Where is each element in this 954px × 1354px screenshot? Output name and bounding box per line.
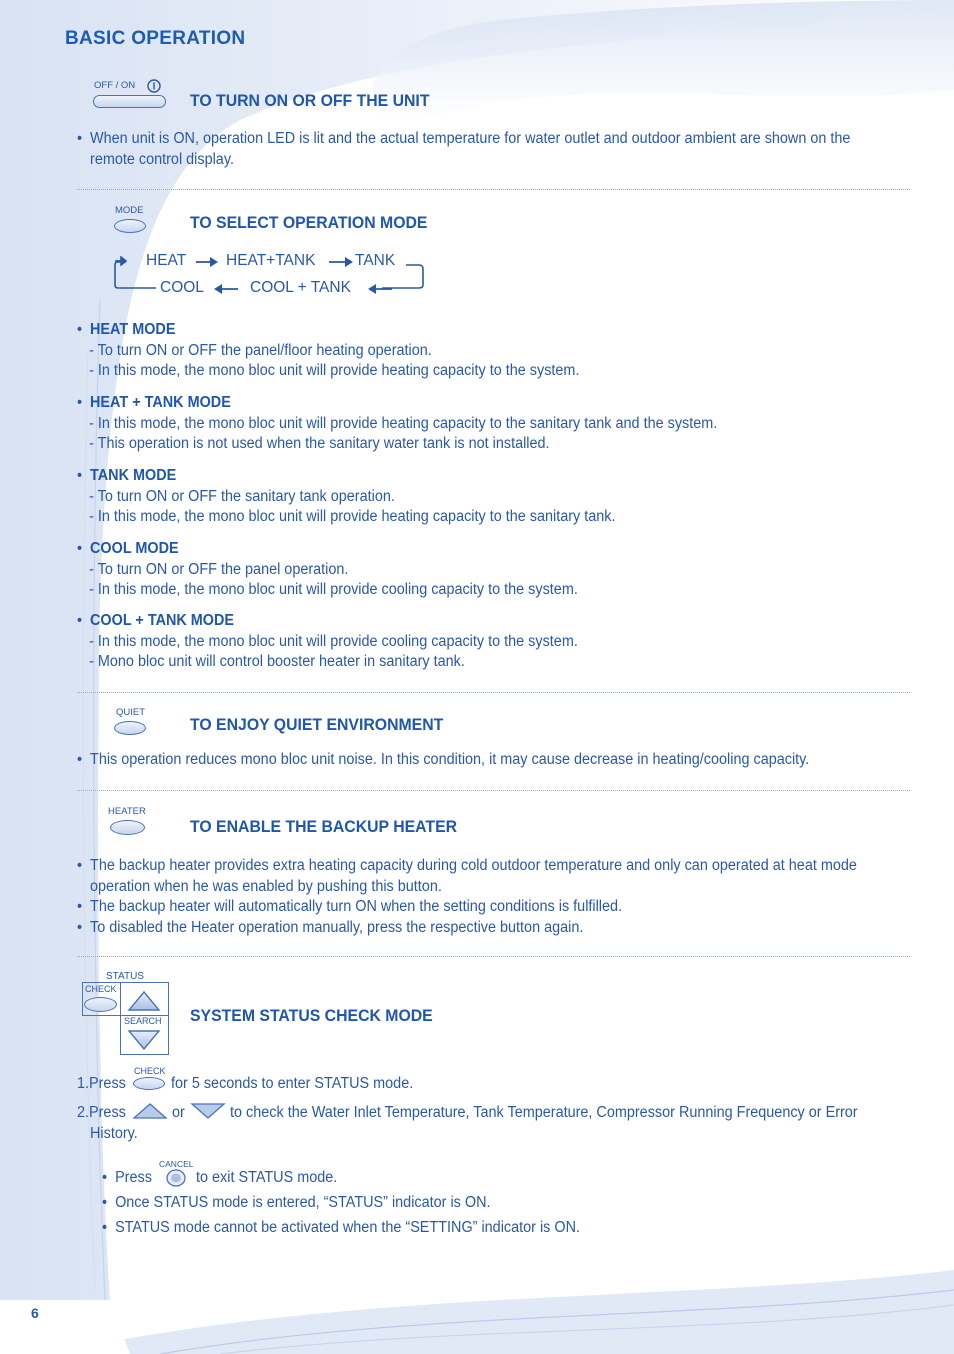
mode-cool-tank-line-2: - Mono bloc unit will control booster heater in sanitary tank.: [89, 653, 465, 670]
status-note1-suffix: to exit STATUS mode.: [196, 1169, 338, 1186]
triangle-down-icon[interactable]: [127, 1029, 161, 1051]
heater-bullets: • The backup heater provides extra heating capacity during cold outdoor temperature and only can operated at heat mode operation when he was enabled by pushing this button. • The backup heater will automatically turn ON when the setting conditions is fulfilled. • To disabled the Heater operation manually, press the respective button again.: [77, 856, 886, 938]
arrow-right-icon: [329, 256, 355, 268]
quiet-bullet-text: This operation reduces mono bloc unit noise. In this condition, it may cause decrease in heating/cooling capacity.: [90, 751, 810, 768]
mode-heat-tank-line-2: - This operation is not used when the sanitary water tank is not installed.: [89, 435, 550, 452]
flow-cool-tank: COOL + TANK: [250, 279, 351, 296]
status-step2-or: or: [172, 1104, 185, 1121]
page-title: BASIC OPERATION: [65, 28, 246, 49]
mode-button-label: MODE: [115, 205, 144, 216]
triangle-up-icon[interactable]: [127, 990, 161, 1012]
mode-heat-line-2: - In this mode, the mono bloc unit will provide heating capacity to the system.: [89, 362, 580, 379]
check-label: CHECK: [85, 984, 117, 994]
mode-tank-line-1: - To turn ON or OFF the sanitary tank operation.: [89, 487, 395, 505]
mode-heat-line-1: - To turn ON or OFF the panel/floor heating operation.: [89, 341, 432, 359]
step1-check-button[interactable]: [133, 1077, 165, 1090]
quiet-button-label: QUIET: [116, 707, 146, 718]
quiet-bullet: • This operation reduces mono bloc unit noise. In this condition, it may cause decrease in heating/cooling capacity.: [77, 750, 886, 771]
cancel-label: CANCEL: [159, 1159, 194, 1169]
mode-heat-tank-name: HEAT + TANK MODE: [90, 394, 231, 411]
flow-heat: HEAT: [146, 252, 187, 269]
mode-cool-block: • COOL MODE - To turn ON or OFF the panel operation. - In this mode, the mono bloc unit will provide cooling capacity to the system.: [77, 539, 886, 601]
arrow-right-icon: [196, 256, 220, 268]
onoff-button-label: [94, 80, 135, 91]
note2-text: Once STATUS mode is entered, “STATUS” indicator is ON.: [115, 1194, 491, 1211]
onoff-label-text: OFF / ON: [94, 80, 136, 91]
status-step2-suffix-2: History.: [90, 1125, 138, 1142]
mode-heat-tank-block: • HEAT + TANK MODE - In this mode, the mono bloc unit will provide heating capacity to the sanitary tank and the system. - This operation is not used when the sanitary water tank is not installed.: [77, 393, 886, 455]
mode-cool-tank-block: • COOL + TANK MODE - In this mode, the mono bloc unit will provide cooling capacity to the system. - Mono bloc unit will control booster heater in sanitary tank.: [77, 611, 886, 673]
divider-4: [77, 956, 910, 957]
mode-cool-tank-line-1: - In this mode, the mono bloc unit will provide cooling capacity to the system.: [89, 632, 578, 650]
power-icon: [147, 79, 161, 93]
check-button[interactable]: [84, 997, 117, 1012]
mode-cool-line-2: - In this mode, the mono bloc unit will provide cooling capacity to the system.: [89, 581, 578, 598]
flow-tank: TANK: [355, 252, 396, 269]
arrow-right-icon: [115, 256, 127, 266]
heater-button[interactable]: [110, 820, 145, 835]
heater-bullet-3: To disabled the Heater operation manually, press the respective button again.: [90, 918, 584, 936]
search-label: SEARCH: [124, 1016, 162, 1026]
heater-bullet-2: The backup heater will automatically turn ON when the setting conditions is fulfilled.: [90, 898, 623, 915]
onoff-heading: TO TURN ON OR OFF THE UNIT: [190, 91, 430, 110]
status-heading: SYSTEM STATUS CHECK MODE: [190, 1006, 433, 1025]
divider-2: [77, 692, 910, 693]
status-step2-prefix: 2.Press: [77, 1104, 126, 1121]
page-number: 6: [31, 1305, 39, 1321]
arrow-left-icon: [214, 283, 238, 295]
triangle-down-icon[interactable]: [190, 1102, 226, 1120]
flow-heat-tank: HEAT+TANK: [226, 252, 316, 269]
arrow-left-icon: [368, 283, 392, 295]
mode-cool-line-1: - To turn ON or OFF the panel operation.: [89, 560, 349, 578]
mode-heat-block: • HEAT MODE - To turn ON or OFF the panel/floor heating operation. - In this mode, the mono bloc unit will provide heating capacity to the system.: [77, 320, 886, 382]
cancel-button[interactable]: [165, 1169, 187, 1187]
mode-tank-block: • TANK MODE - To turn ON or OFF the sanitary tank operation. - In this mode, the mono bloc unit will provide heating capacity to the sanitary tank.: [77, 466, 886, 528]
heater-button-label: HEATER: [108, 806, 146, 817]
step1-check-label: CHECK: [134, 1066, 166, 1076]
onoff-bullet: • When unit is ON, operation LED is lit and the actual temperature for water outlet and outdoor ambient are shown on the remote control display.: [77, 129, 886, 170]
quiet-heading: TO ENJOY QUIET ENVIRONMENT: [190, 715, 444, 734]
mode-button[interactable]: [114, 219, 146, 233]
heater-heading: TO ENABLE THE BACKUP HEATER: [190, 817, 458, 836]
flow-cool: COOL: [160, 279, 204, 296]
status-step1-prefix: 1.Press: [77, 1075, 126, 1092]
mode-tank-line-2: - In this mode, the mono bloc unit will provide heating capacity to the sanitary tank.: [89, 508, 616, 525]
status-note1-prefix: • Press: [102, 1169, 152, 1186]
status-step1-suffix: for 5 seconds to enter STATUS mode.: [171, 1075, 414, 1092]
onoff-button[interactable]: [93, 95, 166, 108]
mode-heat-tank-line-1: - In this mode, the mono bloc unit will provide heating capacity to the sanitary tank and the system.: [89, 414, 718, 432]
mode-tank-name: TANK MODE: [90, 467, 177, 484]
heater-bullet-1: The backup heater provides extra heating capacity during cold outdoor temperature and only can operated at heat mode operation when he was enabled by pushing this button.: [90, 857, 857, 895]
mode-heat-name: HEAT MODE: [90, 321, 176, 338]
quiet-button[interactable]: [114, 721, 146, 735]
mode-cool-tank-name: COOL + TANK MODE: [90, 612, 235, 629]
divider-1: [77, 189, 910, 190]
triangle-up-icon[interactable]: [132, 1102, 168, 1120]
status-note2: • Once STATUS mode is entered, “STATUS” indicator is ON.: [102, 1194, 491, 1211]
note1-prefix-text: Press: [115, 1169, 152, 1186]
status-note3: • STATUS mode cannot be activated when the “SETTING” indicator is ON.: [102, 1219, 581, 1236]
note3-text: STATUS mode cannot be activated when the “SETTING” indicator is ON.: [115, 1219, 581, 1236]
onoff-bullet-text: When unit is ON, operation LED is lit and the actual temperature for water outlet and outdoor ambient are shown on the remote control display.: [90, 130, 851, 168]
status-step2-suffix-1: to check the Water Inlet Temperature, Tank Temperature, Compressor Running Frequency or Error: [230, 1104, 858, 1121]
status-label: STATUS: [106, 971, 144, 982]
mode-cool-name: COOL MODE: [90, 540, 179, 557]
mode-heading: TO SELECT OPERATION MODE: [190, 213, 428, 232]
divider-3: [77, 790, 910, 791]
